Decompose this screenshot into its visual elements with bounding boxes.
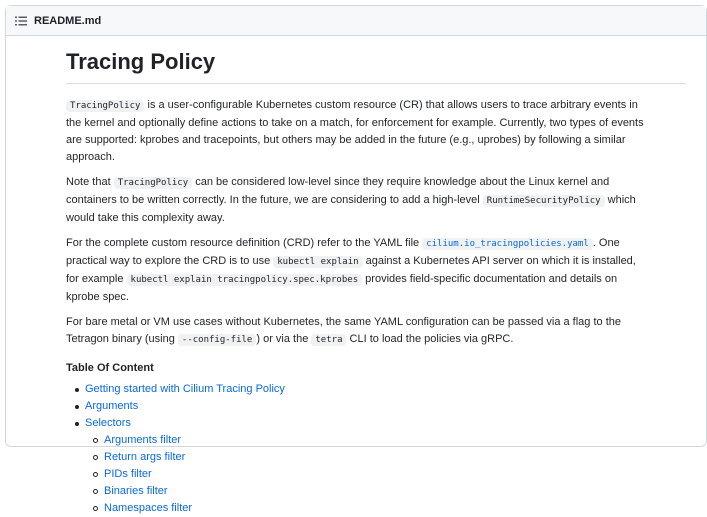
list-icon[interactable]	[13, 13, 29, 29]
paragraph-text: provides field-specific documentation and details on kprobe spec.	[66, 273, 618, 303]
paragraph-text: which would take this complexity away.	[66, 194, 636, 224]
paragraph-text: For bare metal or VM use cases without Kubernetes, the same YAML configuration can be passed via a flag to the Tetragon binary (using	[66, 316, 621, 345]
toc-item	[66, 415, 686, 517]
crd-paragraph	[66, 235, 648, 306]
intro-paragraph	[66, 97, 648, 166]
toc-item	[66, 381, 686, 398]
paragraph-text: Note that	[66, 176, 114, 188]
file-header	[6, 6, 706, 36]
file-name[interactable]: README.md	[34, 14, 102, 27]
toc-subitem	[85, 432, 686, 449]
inline-code: RuntimeSecurityPolicy	[483, 195, 605, 207]
inline-code: TracingPolicy	[114, 177, 192, 189]
toc-item	[66, 398, 686, 415]
toc-link-selectors[interactable]: Selectors	[85, 417, 131, 429]
toc-link-getting-started[interactable]: Getting started with Cilium Tracing Policy	[85, 383, 285, 395]
paragraph-text: against a Kubernetes API server on which it is installed, for example	[66, 255, 636, 285]
inline-code: --config-file	[178, 334, 256, 346]
toc-link-arguments-filter[interactable]: Arguments filter	[104, 434, 182, 446]
toc-link-namespaces-filter[interactable]: Namespaces filter	[104, 502, 193, 514]
page-title: Tracing Policy	[66, 49, 686, 84]
toc-sublist	[85, 432, 686, 517]
bare-metal-paragraph	[66, 314, 648, 349]
toc-subitem	[85, 449, 686, 466]
inline-code: tetra	[311, 334, 346, 346]
toc-title: Table Of Content	[66, 362, 154, 374]
paragraph-text: can be considered low-level since they require knowledge about the Linux kernel and containers to be written correctly. In the future, we are considering to add a high-level	[66, 176, 610, 206]
crd-yaml-link[interactable]	[422, 237, 593, 249]
readme-body	[66, 37, 686, 517]
paragraph-text: is a user-configurable Kubernetes custom resource (CR) that allows users to trace arbitrary events in the kernel and optionally define actions to take on a match, for enforcement for example. Currently, two types of events are supported: kprobes and tracepoints, but others may be added in the future (e.g., uprobes) by following a similar approach.	[66, 99, 644, 163]
inline-code: TracingPolicy	[66, 100, 144, 112]
readme-container	[5, 5, 707, 514]
paragraph-text: . One practical way to explore the CRD is to use	[66, 237, 620, 267]
inline-code-link[interactable]: cilium.io_tracingpolicies.yaml	[422, 238, 593, 250]
toc-subitem	[85, 466, 686, 483]
toc-subitem	[85, 500, 686, 517]
paragraph-text: For the complete custom resource definition (CRD) refer to the YAML file	[66, 237, 423, 249]
paragraph-text: ) or via the	[256, 333, 312, 345]
toc-link-binaries-filter[interactable]: Binaries filter	[104, 485, 168, 497]
paragraph-text: CLI to load the policies via gRPC.	[346, 333, 514, 345]
toc-link-arguments[interactable]: Arguments	[85, 400, 139, 412]
toc-link-pids-filter[interactable]: PIDs filter	[104, 468, 152, 480]
toc-link-return-args-filter[interactable]: Return args filter	[104, 451, 186, 463]
inline-code: kubectl explain tracingpolicy.spec.kprobes	[127, 274, 363, 286]
inline-code: kubectl explain	[273, 256, 362, 268]
note-paragraph	[66, 174, 648, 227]
toc-list	[66, 381, 686, 517]
toc-subitem	[85, 483, 686, 500]
